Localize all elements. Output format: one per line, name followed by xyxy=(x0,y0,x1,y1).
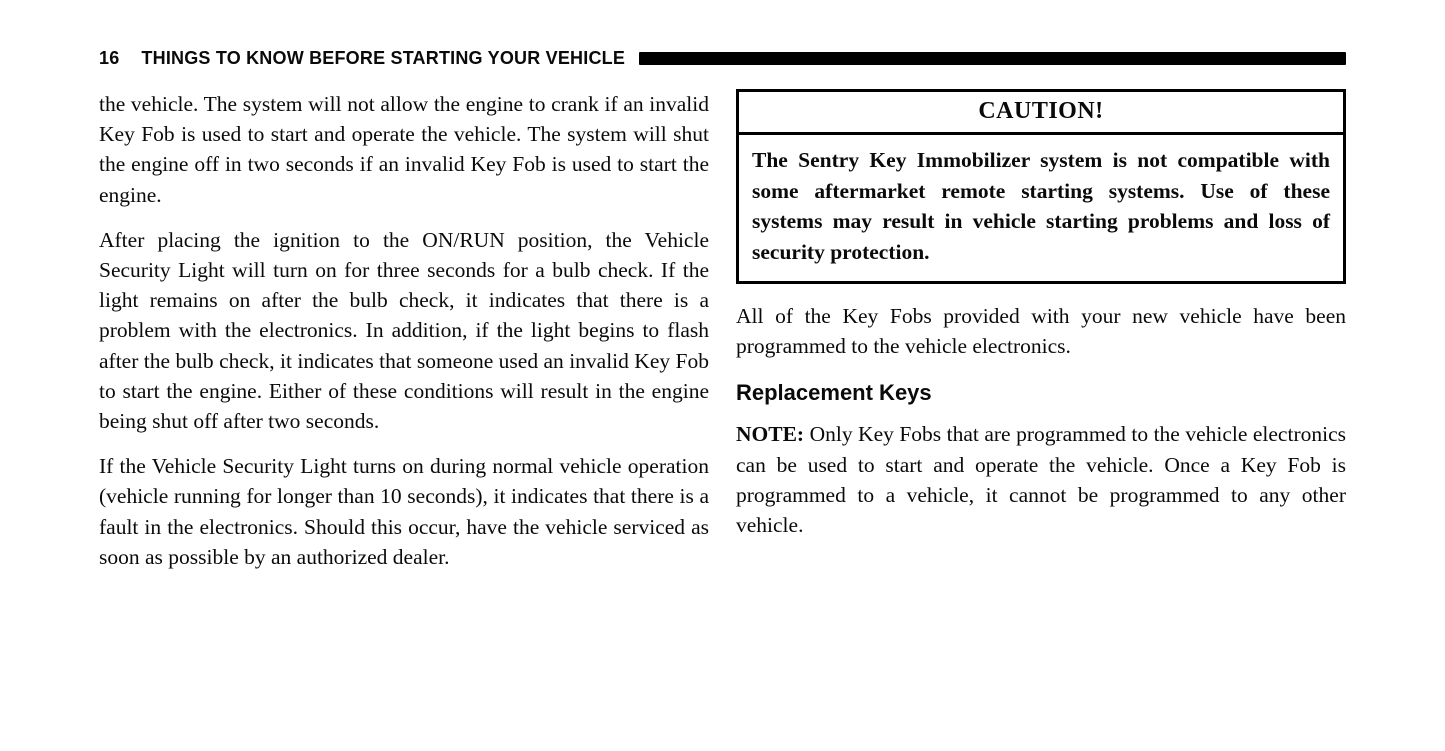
body-paragraph: All of the Key Fobs provided with your new vehicle have been programmed to the vehicle electronics. xyxy=(736,304,1346,359)
caution-box xyxy=(736,89,1346,284)
page-header xyxy=(99,48,1346,69)
body-paragraph: If the Vehicle Security Light turns on during normal vehicle operation (vehicle running for longer than 10 seconds), it indicates that there is a fault in the electronics. Should this occur, have the vehicle serviced as soon as possible by an authorized dealer. xyxy=(99,454,709,569)
note-body: Only Key Fobs that are programmed to the vehicle electronics can be used to start and operate the vehicle. Once a Key Fob is programmed to a vehicle, it cannot be programmed to any other vehicle. xyxy=(736,422,1346,538)
page-number: 16 xyxy=(99,48,120,68)
page-columns xyxy=(99,89,1346,572)
header-rule-bar xyxy=(639,52,1346,65)
body-paragraph: the vehicle. The system will not allow the engine to crank if an invalid Key Fob is used to start and operate the vehicle. The system will shut the engine off in two seconds if an invalid Key Fob is used to start the engine. xyxy=(99,92,709,207)
header-title: THINGS TO KNOW BEFORE STARTING YOUR VEHICLE xyxy=(141,48,626,68)
caution-box-title: CAUTION! xyxy=(739,92,1343,135)
caution-box-body: The Sentry Key Immobilizer system is not compatible with some aftermarket remote starting systems. Use of these systems may result in vehicle starting problems and loss of security protection. xyxy=(752,148,1330,264)
note-label: NOTE: xyxy=(736,422,805,447)
section-heading-replacement-keys: Replacement Keys xyxy=(736,380,932,406)
right-column xyxy=(736,89,1346,572)
body-paragraph: After placing the ignition to the ON/RUN position, the Vehicle Security Light will turn on for three seconds for a bulb check. If the light remains on after the bulb check, it indicates that there is a problem with the electronics. In addition, if the light begins to flash after the bulb check, it indicates that someone used an invalid Key Fob to start the engine. Either of these conditions will result in the engine being shut off after two seconds. xyxy=(99,227,709,434)
left-column xyxy=(99,89,709,572)
note-paragraph xyxy=(736,419,1346,540)
